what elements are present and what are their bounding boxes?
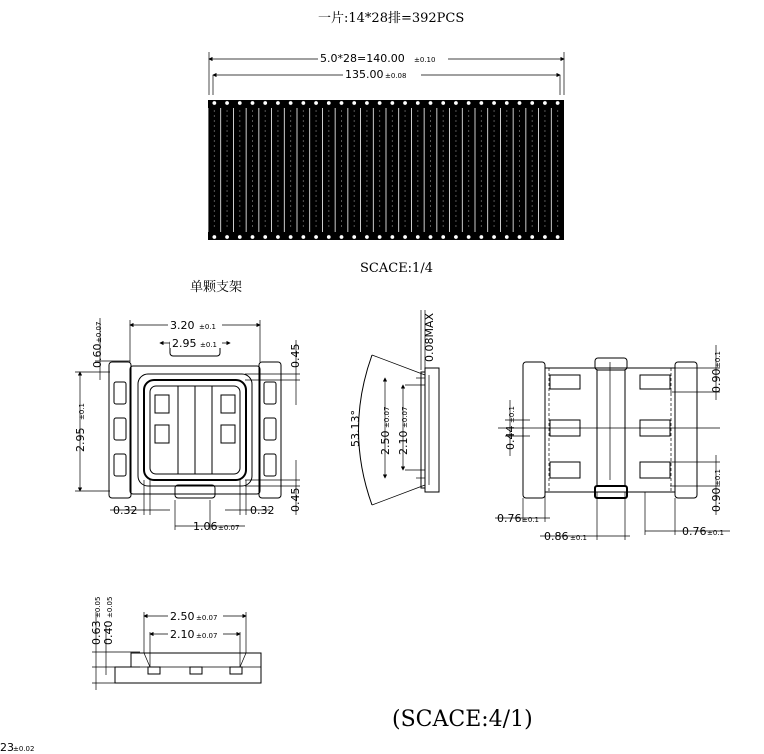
top-pad-right: 0.32 bbox=[250, 504, 275, 517]
side-view bbox=[359, 355, 440, 505]
top-tab-h-tol: ±0.07 bbox=[95, 321, 103, 343]
side-angle: 53.13° bbox=[349, 410, 362, 447]
section-h-outer: 0.63 bbox=[90, 620, 103, 645]
top-w-inner-tol: ±0.1 bbox=[200, 341, 217, 349]
corner-note-tol: ±0.02 bbox=[13, 745, 35, 753]
bottom-left-w-tol: ±0.1 bbox=[522, 516, 539, 524]
corner-note: 23 bbox=[0, 741, 14, 754]
section-w-inner-tol: ±0.07 bbox=[196, 632, 218, 640]
side-h-inner-tol: ±0.07 bbox=[401, 406, 409, 428]
panel-inner-tol: ±0.08 bbox=[385, 72, 407, 80]
side-h-outer-tol: ±0.07 bbox=[383, 406, 391, 428]
top-w-inner: 2.95 bbox=[172, 337, 197, 350]
top-pitch-tol: ±0.07 bbox=[218, 524, 240, 532]
bottom-pad-h: 0.44 bbox=[504, 425, 517, 450]
bottom-right-w: 0.76 bbox=[682, 525, 707, 538]
section-w-outer: 2.50 bbox=[170, 610, 195, 623]
side-max-thick: 0.08MAX bbox=[423, 312, 436, 362]
top-view bbox=[109, 340, 281, 498]
side-h-outer: 2.50 bbox=[379, 430, 392, 455]
bottom-bottom-gap: 0.90 bbox=[710, 487, 723, 512]
top-pad-left: 0.32 bbox=[113, 504, 138, 517]
bottom-center-w: 0.86 bbox=[544, 530, 569, 543]
bottom-top-gap-tol: ±0.1 bbox=[714, 351, 722, 368]
section-h-outer-tol: ±0.05 bbox=[94, 596, 102, 618]
top-gap-bottom: 0.45 bbox=[289, 487, 302, 512]
bottom-bottom-gap-tol: ±0.1 bbox=[714, 469, 722, 486]
side-h-inner: 2.10 bbox=[397, 430, 410, 455]
panel-inner-label: 135.00 bbox=[345, 68, 384, 81]
top-gap-top: 0.45 bbox=[289, 343, 302, 368]
panel-width-tol: ±0.10 bbox=[414, 56, 436, 64]
top-pitch: 1.06 bbox=[193, 520, 218, 533]
section-h-inner: 0.40 bbox=[102, 620, 115, 645]
bottom-pad-h-tol: ±0.1 bbox=[508, 406, 516, 423]
bottom-top-gap: 0.90 bbox=[710, 368, 723, 393]
panel-width-label: 5.0*28=140.00 bbox=[320, 52, 405, 65]
top-h-left-tol: ±0.1 bbox=[78, 403, 86, 420]
top-tab-h: 0.60 bbox=[91, 343, 104, 368]
panel-scale: SCACE:1/4 bbox=[360, 261, 433, 276]
bottom-left-w: 0.76 bbox=[497, 512, 522, 525]
panel-title: 一片:14*28排=392PCS bbox=[318, 11, 465, 26]
top-w-outer-tol: ±0.1 bbox=[199, 323, 216, 331]
section-h-inner-tol: ±0.05 bbox=[106, 596, 114, 618]
bottom-center-w-tol: ±0.1 bbox=[570, 534, 587, 542]
section-w-outer-tol: ±0.07 bbox=[196, 614, 218, 622]
section-w-inner: 2.10 bbox=[170, 628, 195, 641]
section-view bbox=[115, 653, 261, 683]
top-w-outer: 3.20 bbox=[170, 319, 195, 332]
top-h-left: 2.95 bbox=[74, 427, 87, 452]
bottom-right-w-tol: ±0.1 bbox=[707, 529, 724, 537]
detail-scale: (SCACE:4/1) bbox=[392, 707, 533, 732]
single-frame-title: 单颗支架 bbox=[190, 280, 243, 295]
